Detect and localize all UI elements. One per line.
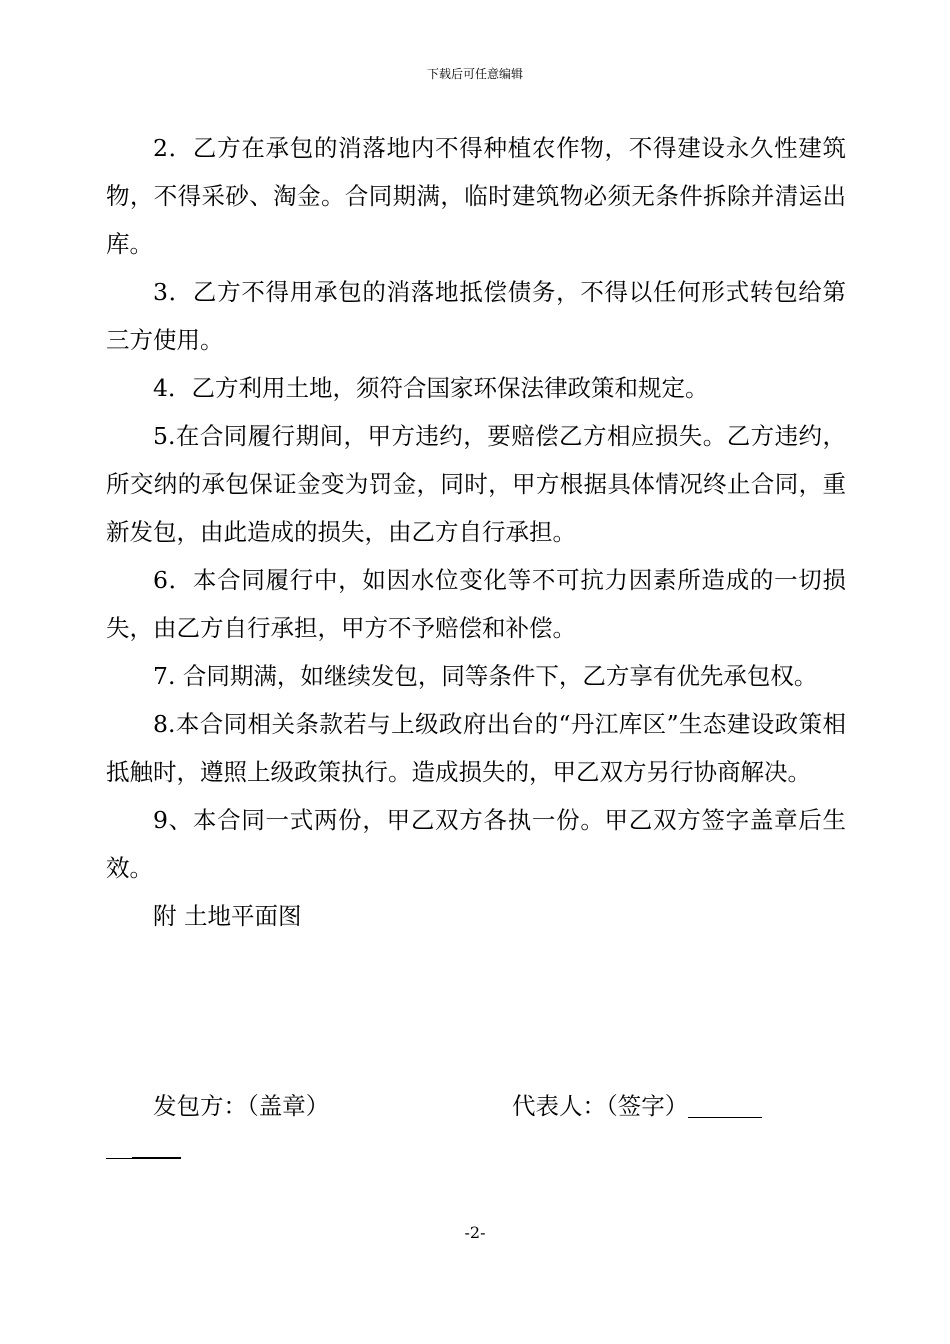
clause-4: 4．乙方利用土地，须符合国家环保法律政策和规定。 [153, 374, 709, 402]
page-number: -2- [464, 1223, 486, 1242]
header-note: 下载后可任意编辑 [426, 67, 523, 81]
representative-field [512, 1082, 762, 1130]
clause-7: 7. 合同期满，如继续发包，同等条件下，乙方享有优先承包权。 [153, 662, 818, 690]
signature-blank-line [688, 1116, 762, 1118]
clause-8: 8.本合同相关条款若与上级政府出台的“丹江库区”生态建设政策相抵触时，遵照上级政策执行。造成损失的，甲乙双方另行协商解决。 [106, 710, 846, 786]
clause-5: 5.在合同履行期间，甲方违约，要赔偿乙方相应损失。乙方违约，所交纳的承包保证金变为罚金，同时，甲方根据具体情况终止合同，重新发包，由此造成的损失，由乙方自行承担。 [106, 422, 846, 546]
contract-body [106, 124, 846, 940]
clause-6: 6．本合同履行中，如因水位变化等不可抗力因素所造成的一切损失，由乙方自行承担，甲方不予赔偿和补偿。 [106, 566, 846, 642]
attachment-note: 附 土地平面图 [153, 902, 302, 930]
continuation-line-thin [106, 1158, 132, 1159]
signature-row [106, 1082, 846, 1130]
clause-3: 3．乙方不得用承包的消落地抵偿债务，不得以任何形式转包给第三方使用。 [106, 278, 846, 354]
signature-continuation-row [106, 1130, 846, 1178]
clause-9: 9、本合同一式两份，甲乙双方各执一份。甲乙双方签字盖章后生效。 [106, 806, 846, 882]
continuation-line-thick [132, 1157, 181, 1159]
representative-label: 代表人：（签字） [512, 1092, 689, 1120]
contractor-label: 发包方：（盖章） [153, 1092, 330, 1120]
clause-2: 2．乙方在承包的消落地内不得种植农作物，不得建设永久性建筑物，不得采砂、淘金。合同期满，临时建筑物必须无条件拆除并清运出库。 [106, 134, 846, 258]
signature-block [106, 1082, 846, 1178]
